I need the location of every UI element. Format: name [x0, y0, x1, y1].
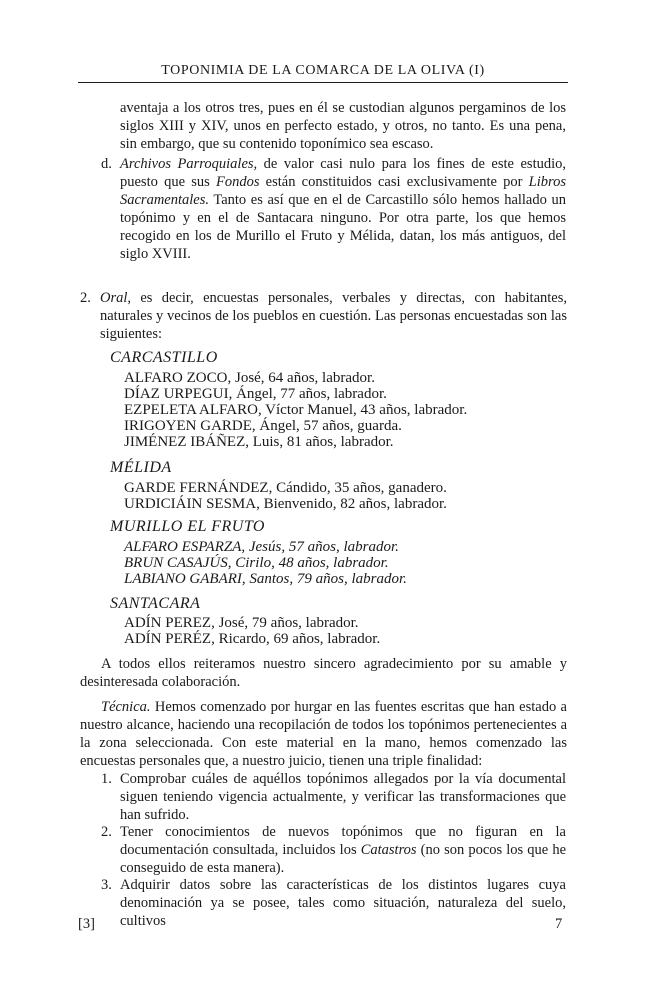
- town-heading: MURILLO EL FRUTO: [110, 518, 265, 535]
- town-heading: MÉLIDA: [110, 459, 172, 476]
- goal-italic-term: Catastros: [360, 842, 417, 858]
- list-marker: 1.: [101, 771, 112, 787]
- page-number: 7: [555, 916, 563, 932]
- person-entry: ADÍN PEREZ, José, 79 años, labrador.: [124, 615, 359, 631]
- list-marker: 2.: [101, 824, 112, 840]
- footer-section-number: [3]: [78, 916, 95, 932]
- goal-text: Comprobar cuáles de aquéllos topónimos allegados por la vía documental siguen teniendo vigencia actualmente, y verificar las transformaciones que han sufrido.: [120, 771, 566, 823]
- person-entry: GARDE FERNÁNDEZ, Cándido, 35 años, ganadero.: [124, 480, 447, 496]
- thanks-paragraph: A todos ellos reiteramos nuestro sincero agradecimiento por su amable y desinteresada colaboración.: [80, 656, 567, 690]
- item-text: es decir, encuestas personales, verbales y directas, con habitantes, naturales y vecinos de los pueblos en cuestión. Las personas encuestadas son las siguientes:: [100, 290, 567, 342]
- list-item-body: [100, 289, 567, 343]
- list-marker: 3.: [101, 877, 112, 893]
- tecnica-text: Hemos comenzado por hurgar en las fuentes escritas que han estado a nuestro alcance, haciendo una recopilación de todos los topónimos pertenecientes a la zona seleccionada. Con este material en la mano, hemos comenzado las encuestas personales que, a nuestro juicio, tienen una triple finalidad:: [80, 699, 567, 769]
- tecnica-paragraph: [80, 698, 567, 770]
- item-title: Archivos Parroquiales,: [120, 156, 258, 172]
- header-rule: [78, 82, 568, 83]
- goal-text: Adquirir datos sobre las características de los distintos lugares cuya denominación ya se posee, tales como situación, naturaleza del suelo, cultivos: [120, 877, 566, 929]
- person-entry: ADÍN PERÉZ, Ricardo, 69 años, labrador.: [124, 631, 381, 647]
- item-title: Oral,: [100, 290, 132, 306]
- goal-text: [120, 823, 566, 877]
- item-italic-term: Fondos: [215, 174, 260, 190]
- list-marker: d.: [101, 156, 112, 172]
- item-text: están constituidos casi exclusivamente por: [259, 174, 529, 190]
- list-marker: 2.: [80, 290, 91, 306]
- goal-text-part: Tener conocimientos de nuevos topónimos que no figuran en la documentación consultada, incluidos los: [120, 824, 566, 858]
- person-entry: EZPELETA ALFARO, Víctor Manuel, 43 años, labrador.: [124, 402, 468, 418]
- running-header: TOPONIMIA DE LA COMARCA DE LA OLIVA (I): [161, 63, 485, 78]
- item-text: Tanto es así que en el de Carcastillo sólo hemos hallado un topónimo y en el de Santacara ninguno. Por otra parte, los que hemos recogido en los de Murillo el Fruto y Mélida, datan, los más antiguos, del siglo XVIII.: [120, 192, 566, 262]
- person-entry: ALFARO ESPARZA, Jesús, 57 años, labrador.: [124, 539, 399, 555]
- goal-text-part: (no son pocos los que he conseguido de esta manera).: [120, 842, 567, 876]
- person-entry: JIMÉNEZ IBÁÑEZ, Luis, 81 años, labrador.: [124, 434, 394, 450]
- town-heading: SANTACARA: [110, 595, 201, 612]
- person-entry: BRUN CASAJÚS, Cirilo, 48 años, labrador.: [124, 555, 389, 571]
- item-text: de valor casi nulo para los fines de este estudio, puesto que sus: [120, 156, 566, 190]
- person-entry: DÍAZ URPEGUI, Ángel, 77 años, labrador.: [124, 386, 387, 402]
- tecnica-label: Técnica.: [101, 699, 151, 715]
- person-entry: URDICIÁIN SESMA, Bienvenido, 82 años, labrador.: [124, 496, 447, 512]
- person-entry: IRIGOYEN GARDE, Ángel, 57 años, guarda.: [124, 418, 402, 434]
- intro-continuation: aventaja a los otros tres, pues en él se custodian algunos pergaminos de los siglos XIII y XIV, unos en perfecto estado, y otros, no tanto. Es una pena, sin embargo, que su contenido toponímico sea escaso.: [120, 100, 566, 152]
- person-entry: ALFARO ZOCO, José, 64 años, labrador.: [124, 370, 375, 386]
- item-italic-term: Libros Sacramentales.: [120, 174, 566, 208]
- person-entry: LABIANO GABARI, Santos, 79 años, labrador.: [124, 571, 407, 587]
- list-item-body: [120, 155, 566, 263]
- town-heading: CARCASTILLO: [110, 349, 218, 366]
